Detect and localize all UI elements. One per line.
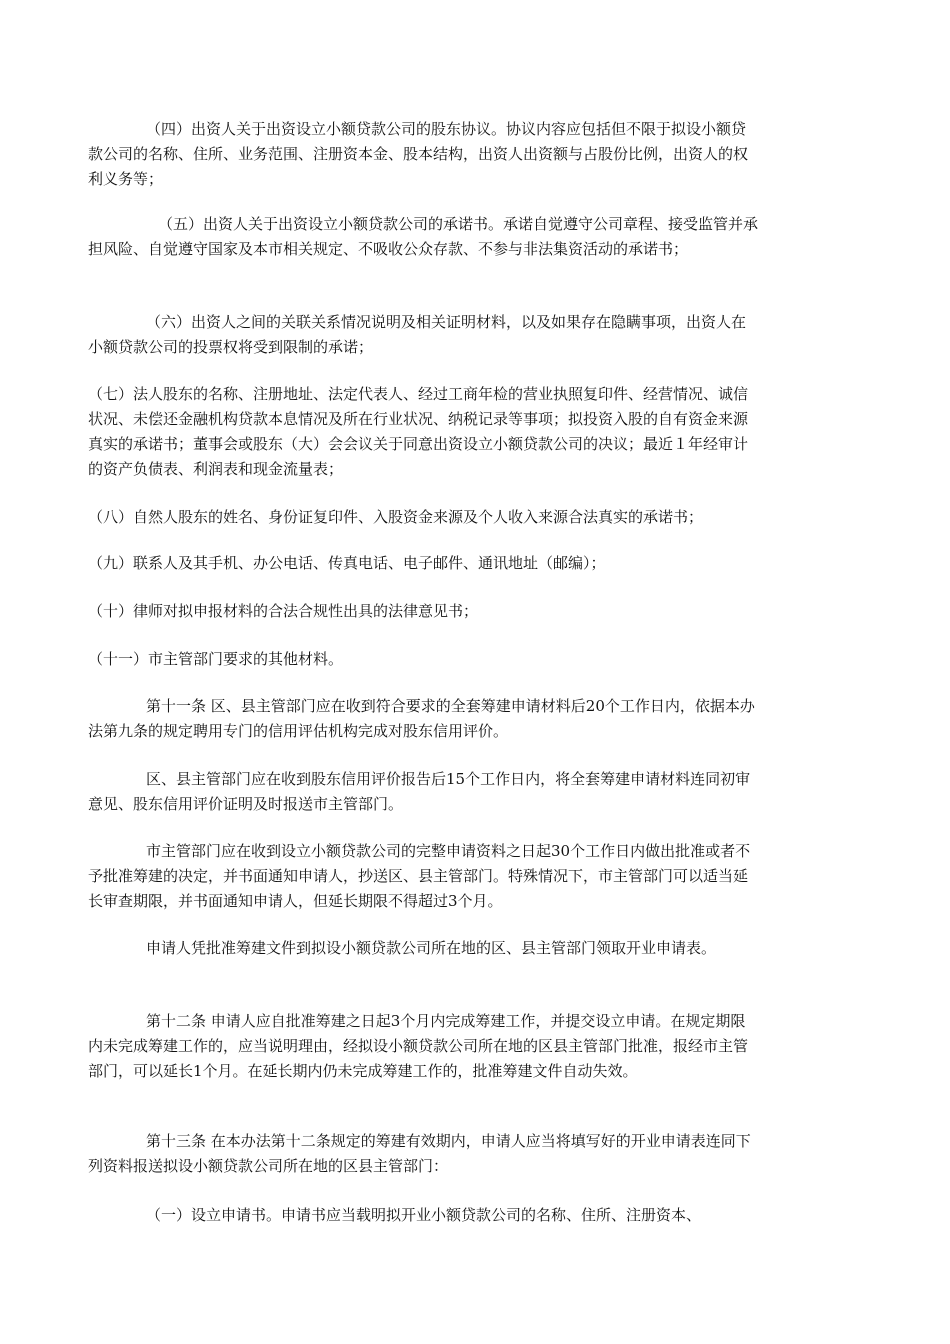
paragraph-district-review: 区、县主管部门应在收到股东信用评价报告后15个工作日内，将全套筹建申请材料连同初审意见、股东信用评价证明及时报送市主管部门。 bbox=[88, 770, 751, 813]
paragraph-opening-application-form: 申请人凭批准筹建文件到拟设小额贷款公司所在地的区、县主管部门领取开业申请表。 bbox=[146, 939, 717, 957]
paragraph-corporate-shareholders: （七）法人股东的名称、注册地址、法定代表人、经过工商年检的营业执照复印件、经营情况、诚信状况、未偿还金融机构贷款本息情况及所在行业状况、纳税记录等事项；拟投资入股的自有资金来源真实的承诺书；董事会或股东（大）会会议关于同意出资设立小额贷款公司的决议；最近１年经审计的资产负债表、利润表和现金流量表； bbox=[88, 385, 749, 478]
paragraph-shareholder-agreement: （四）出资人关于出资设立小额贷款公司的股东协议。协议内容应包括但不限于拟设小额贷款公司的名称、住所、业务范围、注册资本金、股本结构，出资人出资额与占股份比例，出资人的权利义务等； bbox=[88, 120, 749, 188]
paragraph-contact-info: （九）联系人及其手机、办公电话、传真电话、电子邮件、通讯地址（邮编）； bbox=[88, 554, 606, 572]
paragraph-application-letter: （一）设立申请书。申请书应当载明拟开业小额贷款公司的名称、住所、注册资本、 bbox=[146, 1206, 702, 1224]
paragraph-legal-opinion: （十）律师对拟申报材料的合法合规性出具的法律意见书； bbox=[88, 602, 479, 620]
paragraph-commitment-letter: （五）出资人关于出资设立小额贷款公司的承诺书。承诺自觉遵守公司章程、接受监管并承担风险、自觉遵守国家及本市相关规定、不吸收公众存款、不参与非法集资活动的承诺书； bbox=[88, 215, 759, 258]
paragraph-natural-person-shareholders: （八）自然人股东的姓名、身份证复印件、入股资金来源及个人收入来源合法真实的承诺书； bbox=[88, 508, 704, 526]
paragraph-article-11: 第十一条 区、县主管部门应在收到符合要求的全套筹建申请材料后20个工作日内，依据本办法第九条的规定聘用专门的信用评估机构完成对股东信用评价。 bbox=[88, 697, 755, 740]
paragraph-article-13: 第十三条 在本办法第十二条规定的筹建有效期内，申请人应当将填写好的开业申请表连同下列资料报送拟设小额贷款公司所在地的区县主管部门： bbox=[88, 1132, 751, 1175]
paragraph-city-approval: 市主管部门应在收到设立小额贷款公司的完整申请资料之日起30个工作日内做出批准或者不予批准筹建的决定，并书面通知申请人，抄送区、县主管部门。特殊情况下，市主管部门可以适当延长审查期限，并书面通知申请人，但延长期限不得超过3个月。 bbox=[88, 842, 751, 910]
paragraph-related-party: （六）出资人之间的关联关系情况说明及相关证明材料，以及如果存在隐瞒事项，出资人在小额贷款公司的投票权将受到限制的承诺； bbox=[88, 313, 747, 356]
paragraph-article-12: 第十二条 申请人应自批准筹建之日起3个月内完成筹建工作，并提交设立申请。在规定期限内未完成筹建工作的，应当说明理由，经拟设小额贷款公司所在地的区县主管部门批准，报经市主管部门，可以延长1个月。在延长期内仍未完成筹建工作的，批准筹建文件自动失效。 bbox=[88, 1012, 749, 1080]
paragraph-other-materials: （十一）市主管部门要求的其他材料。 bbox=[88, 650, 344, 668]
